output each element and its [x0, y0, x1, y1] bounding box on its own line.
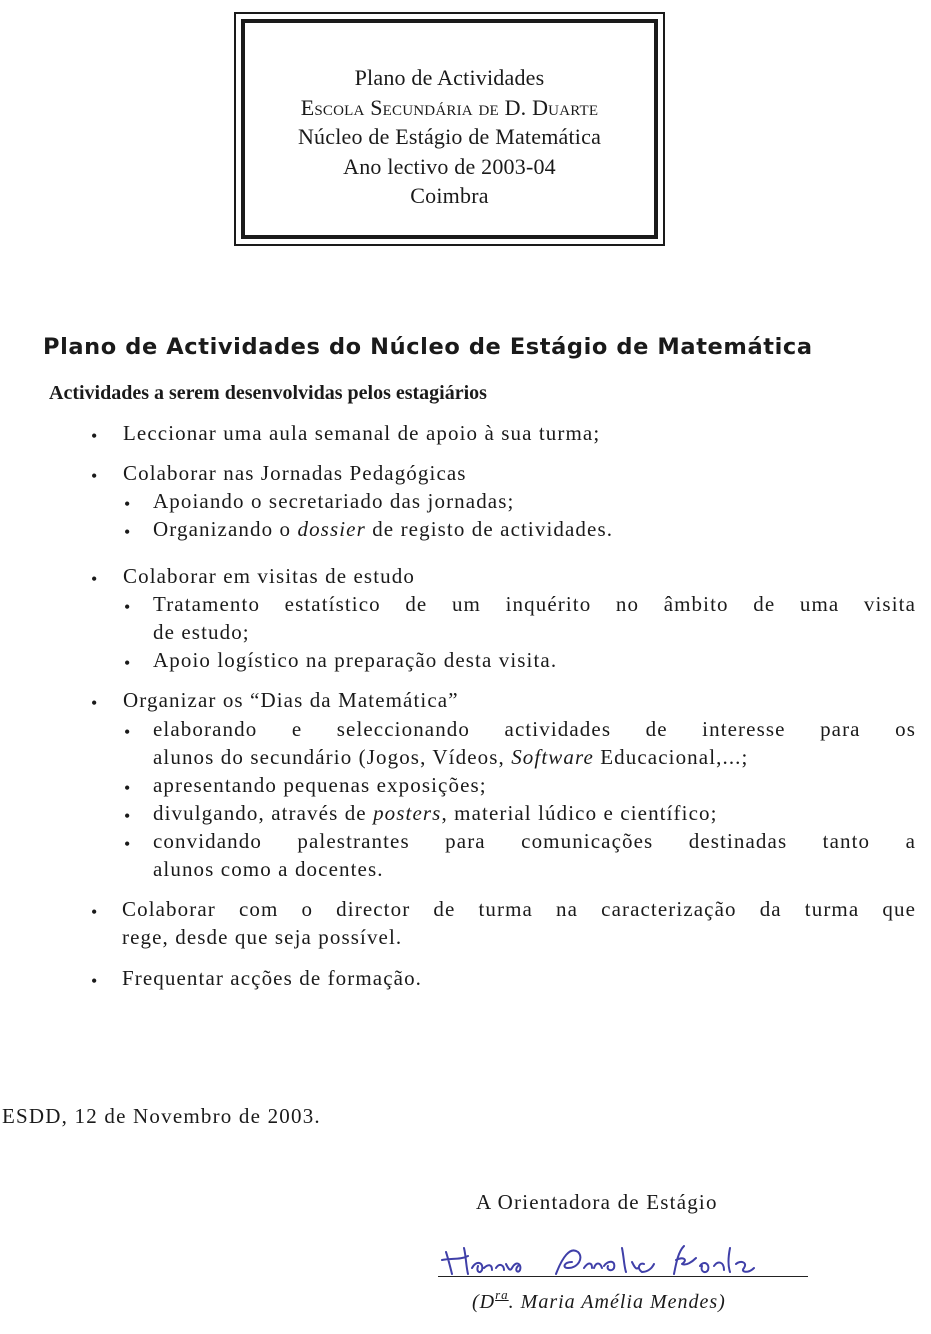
date-line: ESDD, 12 de Novembro de 2003. [2, 1104, 321, 1128]
name-superscript: ra [495, 1287, 509, 1302]
sub-list-item-line: alunos como a docentes. [153, 857, 384, 881]
sub-list-item-line: convidando palestrantes para comunicações destinadas tanto a [153, 829, 916, 853]
header-school: Escola Secundária de D. Duarte [300, 94, 599, 120]
signer-role: A Orientadora de Estágio [476, 1190, 718, 1214]
sub-bullet-icon: • [124, 834, 131, 854]
header-nucleus: Núcleo de Estágio de Matemática [297, 124, 602, 149]
list-item: Organizar os “Dias da Matemática” [123, 688, 459, 712]
list-item: Frequentar acções de formação. [122, 966, 423, 990]
sub-list-item-line [153, 745, 748, 770]
text-segment: Organizando o [153, 517, 298, 541]
header-city: Coimbra [410, 183, 489, 208]
emphasis-text: posters [373, 801, 442, 825]
list-item: Colaborar em visitas de estudo [123, 564, 415, 588]
sub-list-item-line: elaborando e seleccionando actividades de interesse para os [153, 717, 916, 741]
bullet-icon: • [91, 466, 98, 486]
sub-list-item: Apoio logístico na preparação desta visita. [153, 648, 558, 672]
list-item-line: Colaborar com o director de turma na caracterização da turma que [122, 897, 916, 921]
text-segment: de registo de actividades. [365, 517, 614, 541]
text-segment: alunos do secundário (Jogos, Vídeos, [153, 745, 512, 769]
sub-bullet-icon: • [124, 653, 131, 673]
bullet-icon: • [91, 693, 98, 713]
sub-list-item [153, 517, 613, 542]
sub-list-item-line: Tratamento estatístico de um inquérito no âmbito de uma visita [153, 592, 916, 616]
name-prefix: (D [472, 1291, 496, 1313]
list-item: Colaborar nas Jornadas Pedagógicas [123, 461, 467, 485]
text-segment: , material lúdico e científico; [441, 801, 718, 825]
list-item: Leccionar uma aula semanal de apoio à sua turma; [123, 421, 601, 445]
header-title: Plano de Actividades [354, 65, 545, 90]
bullet-icon: • [91, 426, 98, 446]
header-year: Ano lectivo de 2003-04 [343, 153, 556, 179]
emphasis-text: Software [511, 745, 594, 769]
signer-name [472, 1287, 726, 1314]
header-box [234, 12, 665, 246]
name-rest: . Maria Amélia Mendes) [508, 1291, 726, 1313]
sub-list-item: apresentando pequenas exposições; [153, 773, 487, 797]
sub-list-item: Apoiando o secretariado das jornadas; [153, 489, 515, 513]
bullet-icon: • [91, 902, 98, 922]
sub-bullet-icon: • [124, 522, 131, 542]
sub-list-item [153, 801, 718, 826]
text-segment: Educacional,...; [593, 745, 749, 769]
text-segment: divulgando, através de [153, 801, 374, 825]
sub-bullet-icon: • [124, 806, 131, 826]
document-subtitle: Actividades a serem desenvolvidas pelos estagiários [49, 382, 487, 404]
sub-bullet-icon: • [124, 597, 131, 617]
sub-bullet-icon: • [124, 778, 131, 798]
signature-line [438, 1276, 808, 1277]
sub-list-item-line: de estudo; [153, 620, 250, 644]
header-box-inner [241, 19, 658, 239]
bullet-icon: • [91, 569, 98, 589]
sub-bullet-icon: • [124, 722, 131, 742]
bullet-icon: • [91, 971, 98, 991]
document-title: Plano de Actividades do Núcleo de Estágio de Matemática [43, 334, 813, 360]
emphasis-text: dossier [297, 517, 366, 541]
list-item-line: rege, desde que seja possível. [122, 925, 403, 949]
sub-bullet-icon: • [124, 494, 131, 514]
